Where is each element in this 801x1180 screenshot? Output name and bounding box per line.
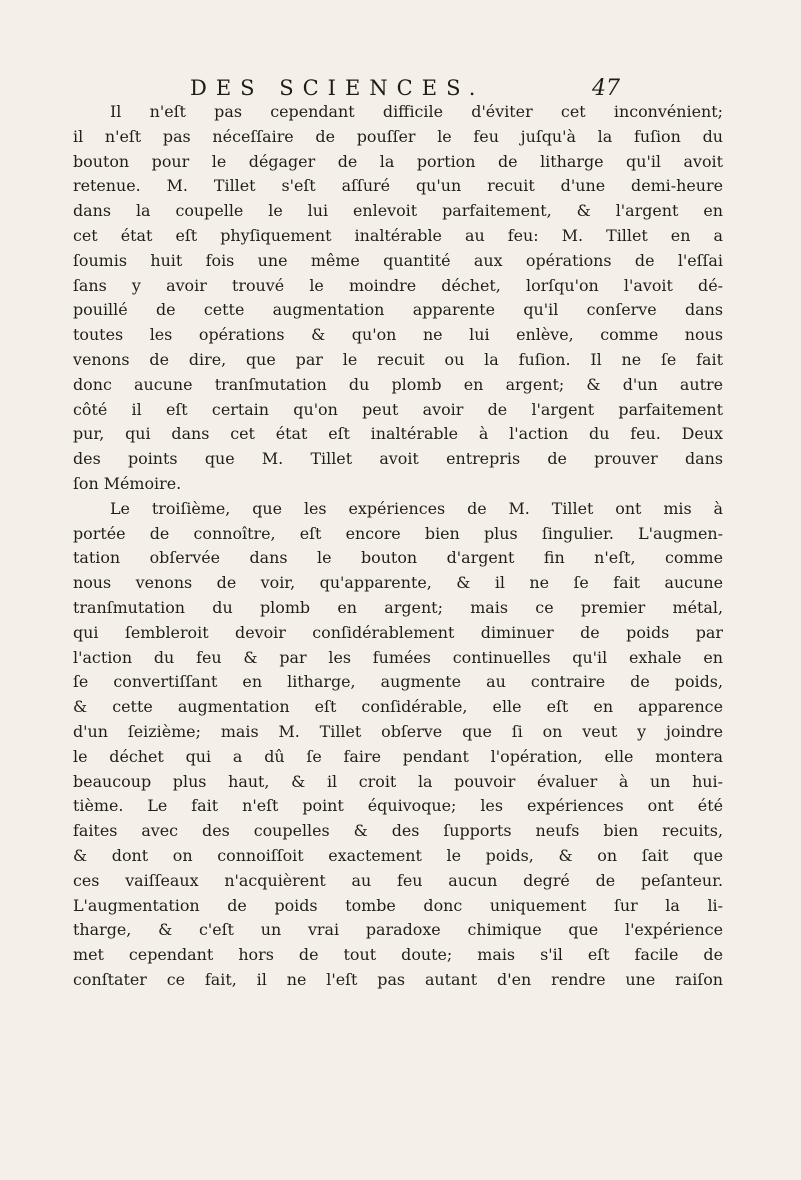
page-number: 47 [592, 76, 620, 101]
text-line: des points que M. Tillet avoit entrepris de prouver dans [73, 449, 723, 469]
text-line: le déchet qui a dû ſe faire pendant l'opération, elle montera [73, 746, 723, 766]
text-line: donc aucune tranſmutation du plomb en argent; & d'un autre [73, 374, 723, 394]
text-line: Il n'eſt pas cependant difficile d'éviter cet inconvénient; [110, 102, 723, 121]
text-line: ces vaiſſeaux n'acquièrent au feu aucun degré de peſanteur. [73, 870, 723, 890]
text-line: tation obſervée dans le bouton d'argent fin n'eſt, comme [73, 548, 723, 568]
text-line: qui ſembleroit devoir conſidérablement diminuer de poids par [73, 622, 723, 642]
text-line: bouton pour le dégager de la portion de litharge qu'il avoit [73, 151, 723, 171]
text-line: il n'eſt pas néceſſaire de pouſſer le feu juſqu'à la fuſion du [73, 126, 723, 146]
text-line: Le troiſième, que les expériences de M. Tillet ont mis à [110, 498, 723, 518]
text-line: venons de dire, que par le recuit ou la fuſion. Il ne ſe fait [73, 349, 723, 369]
text-line: nous venons de voir, qu'apparente, & il ne ſe fait aucune [73, 573, 723, 593]
text-line: cet état eſt phyſiquement inaltérable au feu: M. Tillet en a [73, 225, 723, 245]
text-line: conſtater ce fait, il ne l'eſt pas autant d'en rendre une raiſon [73, 969, 723, 989]
text-line: ſoumis huit fois une même quantité aux opérations de l'eſſai [73, 250, 723, 270]
text-line: côté il eſt certain qu'on peut avoir de l'argent parfaitement [73, 399, 723, 419]
text-line: ſans y avoir trouvé le moindre déchet, lorſqu'on l'avoit dé- [73, 275, 723, 295]
text-line: beaucoup plus haut, & il croit la pouvoir évaluer à un hui- [73, 771, 723, 791]
text-line: retenue. M. Tillet s'eſt aſſuré qu'un recuit d'une demi-heure [73, 176, 723, 196]
text-line: toutes les opérations & qu'on ne lui enlève, comme nous [73, 325, 723, 345]
text-line: L'augmentation de poids tombe donc uniquement ſur la li- [73, 895, 723, 915]
running-head: DES SCIENCES. [190, 76, 485, 100]
text-line: d'un ſeizième; mais M. Tillet obſerve que ſi on veut y joindre [73, 721, 723, 741]
text-line: tième. Le fait n'eſt point équivoque; les expériences ont été [73, 796, 723, 816]
text-line: ſe convertiſſant en litharge, augmente au contraire de poids, [73, 672, 723, 692]
text-line: ſon Mémoire. [73, 473, 182, 493]
body-text [73, 100, 723, 1180]
text-line: pur, qui dans cet état eſt inaltérable à l'action du feu. Deux [73, 424, 723, 444]
text-line: l'action du feu & par les fumées continuelles qu'il exhale en [73, 647, 723, 667]
text-line: & dont on connoiſſoit exactement le poids, & on ſait que [73, 845, 723, 865]
text-line: faites avec des coupelles & des ſupports neufs bien recuits, [73, 821, 723, 841]
text-line: portée de connoître, eſt encore bien plus ſingulier. L'augmen- [73, 523, 723, 543]
text-line: tranſmutation du plomb en argent; mais ce premier métal, [73, 597, 723, 617]
text-line: met cependant hors de tout doute; mais s'il eſt facile de [73, 945, 723, 965]
text-line: pouillé de cette augmentation apparente qu'il conſerve dans [73, 300, 723, 320]
text-line: & cette augmentation eſt conſidérable, elle eſt en apparence [73, 697, 723, 717]
text-line: tharge, & c'eſt un vrai paradoxe chimique que l'expérience [73, 920, 723, 940]
text-line: dans la coupelle le lui enlevoit parfaitement, & l'argent en [73, 201, 723, 221]
